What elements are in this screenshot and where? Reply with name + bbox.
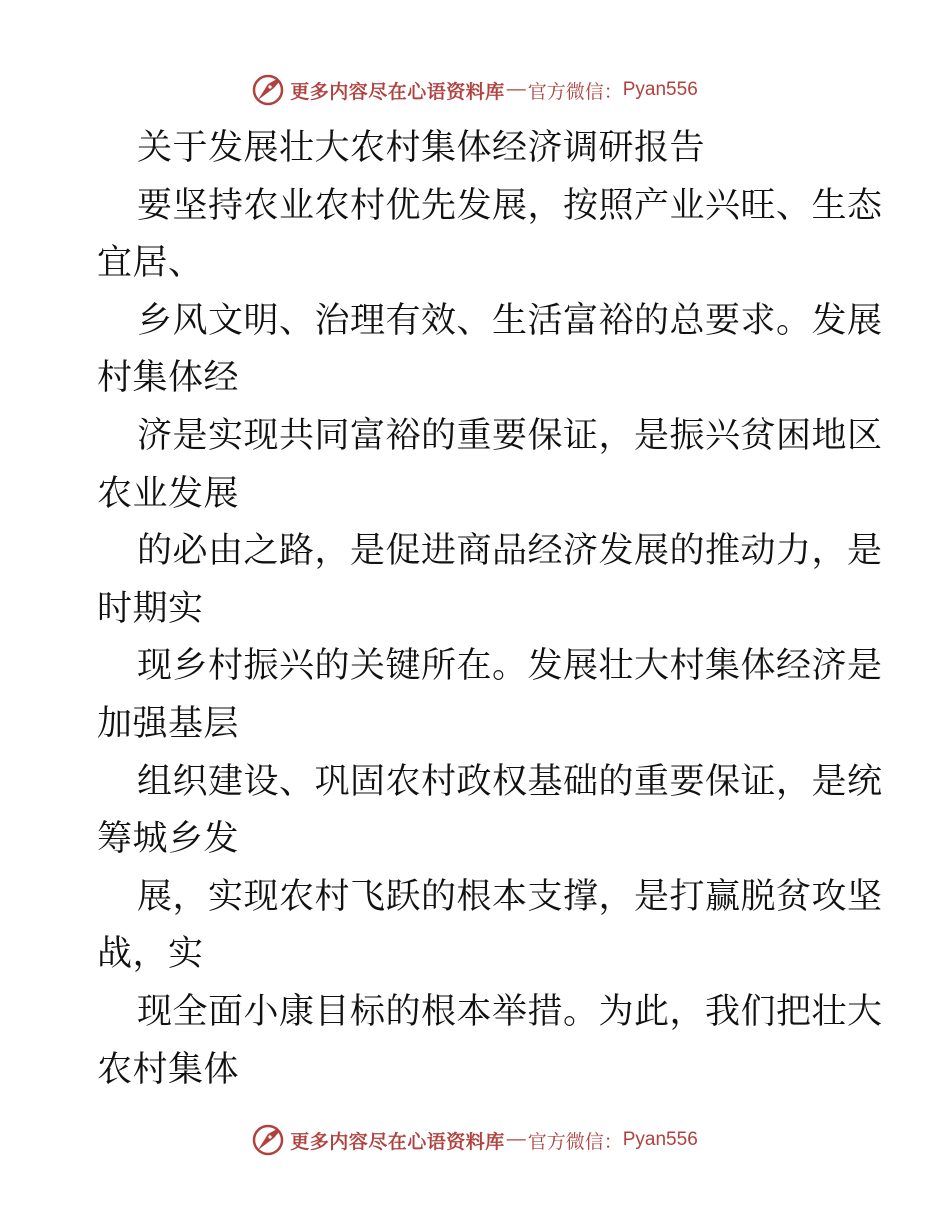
banner-brand-text: 更多内容尽在心语资料库	[290, 80, 505, 103]
footer-banner	[0, 1120, 950, 1160]
text-line: 组织建设、巩固农村政权基础的重要保证，是统	[137, 761, 883, 802]
text-line: 战，实	[97, 934, 204, 975]
text-line: 农业发展	[97, 473, 240, 514]
text-line: 现乡村振兴的关键所在。发展壮大村集体经济是	[137, 646, 883, 687]
text-line: 宜居、	[97, 243, 204, 284]
text-line: 济是实现共同富裕的重要保证，是振兴贫困地区	[137, 415, 883, 456]
text-line: 要坚持农业农村优先发展，按照产业兴旺、生态	[137, 185, 883, 226]
banner-dash: —	[506, 79, 526, 100]
text-line: 村集体经	[97, 358, 240, 399]
text-line: 时期实	[97, 588, 204, 629]
banner-dash: —	[506, 1129, 526, 1150]
text-line: 加强基层	[97, 703, 240, 744]
text-line: 筹城乡发	[97, 819, 240, 860]
banner-account-id: Pyan556	[622, 1129, 698, 1150]
banner-wechat-label: 官方微信：	[527, 80, 623, 103]
text-line: 现全面小康目标的根本举措。为此，我们把壮大	[137, 991, 883, 1032]
document-body	[97, 120, 883, 1099]
pen-nib-logo-icon	[252, 1124, 284, 1156]
banner-account-id: Pyan556	[622, 79, 698, 100]
banner-wechat-label: 官方微信：	[527, 1130, 623, 1153]
pen-nib-logo-icon	[252, 74, 284, 106]
text-line: 的必由之路，是促进商品经济发展的推动力，是	[137, 531, 883, 572]
text-line: 展，实现农村飞跃的根本支撑，是打赢脱贫攻坚	[137, 876, 883, 917]
text-line: 乡风文明、治理有效、生活富裕的总要求。发展	[137, 300, 883, 341]
banner-brand-text: 更多内容尽在心语资料库	[290, 1130, 505, 1153]
text-line: 农村集体	[97, 1049, 240, 1090]
header-banner	[0, 70, 950, 110]
document-title: 关于发展壮大农村集体经济调研报告	[137, 128, 706, 168]
